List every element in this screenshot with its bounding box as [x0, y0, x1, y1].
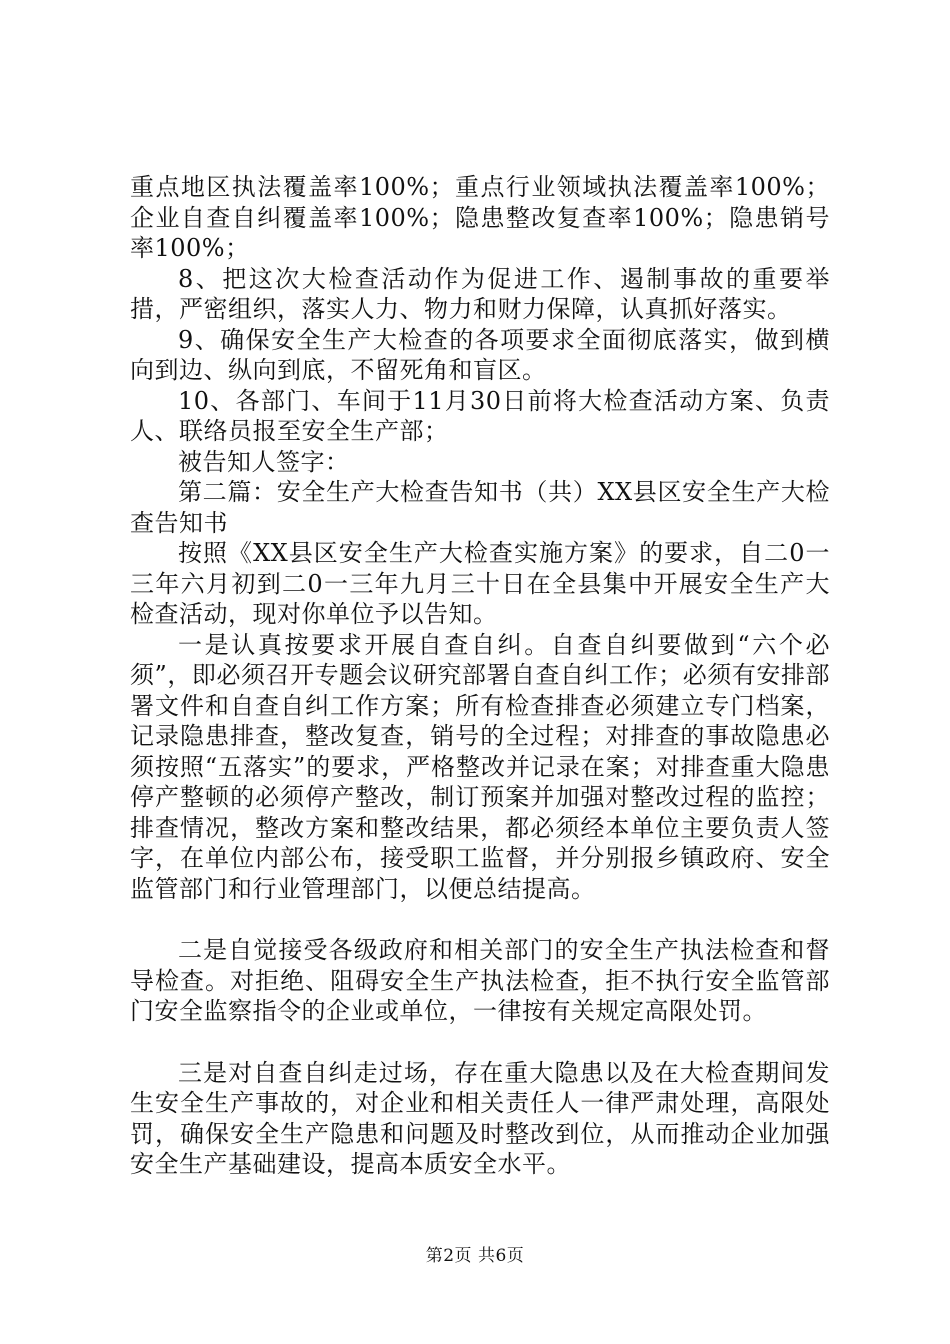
paragraph-point-two: 二是自觉接受各级政府和相关部门的安全生产执法检查和督导检查。对拒绝、阻碍安全生产执法检查，拒不执行安全监管部门安全监察指令的企业或单位，一律按有关规定高限处罚。 [130, 936, 830, 1025]
document-body [130, 172, 830, 1180]
paragraph-intro: 按照《XX县区安全生产大检查实施方案》的要求，自二0一三年六月初到二0一三年九月三十日在全县集中开展安全生产大检查活动，现对你单位予以告知。 [130, 539, 830, 628]
paragraph-signature: 被告知人签字： [178, 447, 350, 476]
paragraph-item-9: 9、确保安全生产大检查的各项要求全面彻底落实，做到横向到边、纵向到底，不留死角和盲区。 [130, 325, 830, 384]
paragraph-section-title: 第二篇：安全生产大检查告知书（共）XX县区安全生产大检查告知书 [130, 478, 830, 537]
paragraph-point-one: 一是认真按要求开展自查自纠。自查自纠要做到“六个必须”，即必须召开专题会议研究部署自查自纠工作；必须有安排部署文件和自查自纠工作方案；所有检查排查必须建立专门档案，记录隐患排查，整改复查，销号的全过程；对排查的事故隐患必须按照“五落实”的要求，严格整改并记录在案；对排查重大隐患停产整顿的必须停产整改，制订预案并加强对整改过程的监控；排查情况，整改方案和整改结果，都必须经本单位主要负责人签字，在单位内部公布，接受职工监督，并分别报乡镇政府、安全监管部门和行业管理部门，以便总结提高。 [130, 630, 830, 903]
paragraph-coverage-rates: 重点地区执法覆盖率100%；重点行业领域执法覆盖率100%；企业自查自纠覆盖率100%；隐患整改复查率100%；隐患销号率100%； [130, 173, 830, 262]
page-footer: 第2页 共6页 [425, 1246, 525, 1266]
paragraph-item-10: 10、各部门、车间于11月30日前将大检查活动方案、负责人、联络员报至安全生产部； [130, 386, 830, 445]
paragraph-point-three: 三是对自查自纠走过场，存在重大隐患以及在大检查期间发生安全生产事故的，对企业和相关责任人一律严肃处理，高限处罚，确保安全生产隐患和问题及时整改到位，从而推动企业加强安全生产基础建设，提高本质安全水平。 [130, 1058, 830, 1178]
paragraph-item-8: 8、把这次大检查活动作为促进工作、遏制事故的重要举措，严密组织，落实人力、物力和财力保障，认真抓好落实。 [130, 264, 830, 323]
